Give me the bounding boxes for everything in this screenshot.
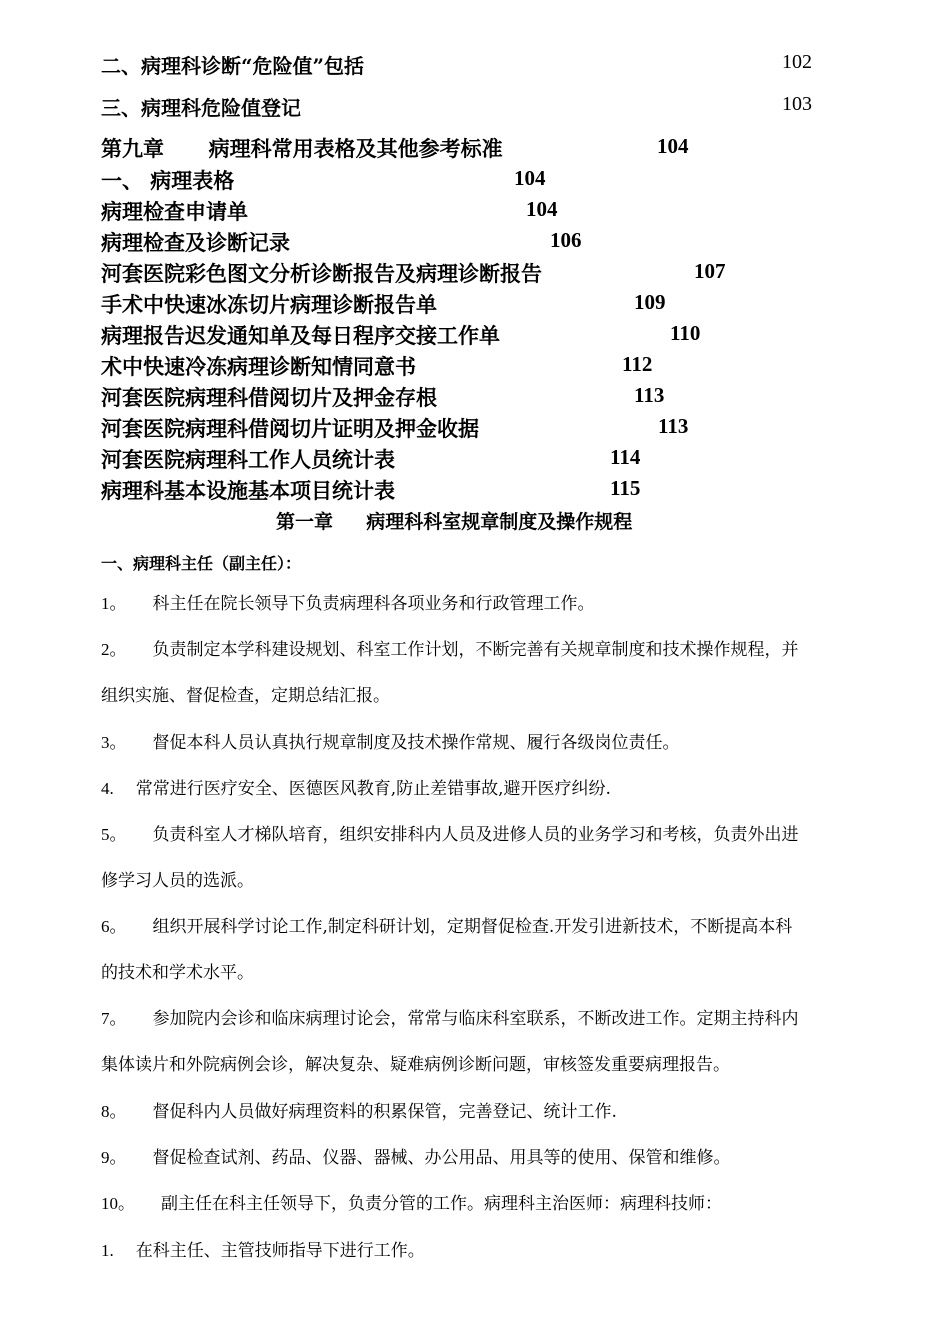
toc-entry-page: 112 <box>622 352 653 376</box>
item-number: 6。 <box>101 917 127 936</box>
item-number: 5。 <box>101 825 127 844</box>
toc-entry-page: 106 <box>550 228 582 252</box>
item-text: 督促本科人员认真执行规章制度及技术操作常规、履行各级岗位责任。 <box>152 733 680 753</box>
chapter-heading <box>101 133 503 163</box>
item-text: 参加院内会诊和临床病理讨论会，常常与临床科室联系，不断改进工作。定期主持科内 <box>152 1009 799 1029</box>
list-item <box>101 1004 799 1029</box>
list-item <box>101 728 680 753</box>
list-item <box>101 1236 425 1261</box>
item-number: 7。 <box>101 1009 127 1028</box>
item-text-continued: 修学习人员的选派。 <box>101 871 254 891</box>
toc-entry-title: 一、 病理表格 <box>101 168 235 193</box>
chapter-heading <box>276 507 632 534</box>
item-number: 10。 <box>101 1194 135 1213</box>
item-text-continued: 的技术和学术水平。 <box>101 963 254 983</box>
toc-entry-title: 二、病理科诊断“危险值”包括 <box>101 54 365 78</box>
item-text: 科主任在院长领导下负责病理科各项业务和行政管理工作。 <box>152 594 595 614</box>
toc-entry-page: 113 <box>634 383 665 407</box>
toc-entry-title: 河套医院病理科借阅切片证明及押金收据 <box>101 416 479 441</box>
toc-entry-title: 病理检查申请单 <box>101 199 248 224</box>
item-number: 2。 <box>101 640 127 659</box>
item-number: 3。 <box>101 733 127 752</box>
toc-entry-page: 104 <box>526 197 558 221</box>
item-text: 督促检查试剂、药品、仪器、器械、办公用品、用具等的使用、保管和维修。 <box>152 1148 731 1168</box>
list-item <box>101 774 611 799</box>
chapter-title: 病理科常用表格及其他参考标准 <box>208 136 503 161</box>
list-item <box>101 1143 731 1168</box>
item-text: 负责制定本学科建设规划、科室工作计划，不断完善有关规章制度和技术操作规程，并 <box>152 640 799 660</box>
list-item <box>101 635 799 660</box>
item-text-continued: 组织实施、督促检查，定期总结汇报。 <box>101 686 390 706</box>
toc-entry-page: 109 <box>634 290 666 314</box>
list-item <box>101 1097 617 1122</box>
chapter-label: 第九章 <box>101 136 164 161</box>
list-item <box>101 1189 722 1214</box>
toc-entry-title: 河套医院彩色图文分析诊断报告及病理诊断报告 <box>101 261 542 286</box>
toc-entry-title: 三、病理科危险值登记 <box>101 96 301 120</box>
item-text: 常常进行医疗安全、医德医风教育,防止差错事故,避开医疗纠纷. <box>135 779 611 799</box>
item-text: 督促科内人员做好病理资料的积累保管，完善登记、统计工作. <box>152 1102 617 1122</box>
toc-entry-page: 114 <box>610 445 641 469</box>
list-item <box>101 820 799 845</box>
toc-entry-title: 病理检查及诊断记录 <box>101 230 290 255</box>
item-text: 副主任在科主任领导下，负责分管的工作。病理科主治医师：病理科技师： <box>161 1194 722 1214</box>
chapter-title: 病理科科室规章制度及操作规程 <box>366 511 633 533</box>
list-item <box>101 589 595 614</box>
list-item <box>101 912 792 937</box>
toc-entry-title: 手术中快速冰冻切片病理诊断报告单 <box>101 292 437 317</box>
toc-entry <box>101 50 364 79</box>
toc-entry-title: 病理科基本设施基本项目统计表 <box>101 478 395 503</box>
toc-entry-page: 102 <box>782 51 812 73</box>
item-number: 1. <box>101 1241 114 1260</box>
section-heading: 一、病理科主任（副主任）： <box>101 554 302 573</box>
toc-entry-page: 107 <box>694 259 726 283</box>
toc-entry-title: 术中快速冷冻病理诊断知情同意书 <box>101 354 416 379</box>
item-number: 9。 <box>101 1148 127 1167</box>
toc-entry-page: 104 <box>514 166 546 190</box>
item-number: 4. <box>101 779 114 798</box>
toc-entry-page: 115 <box>610 476 641 500</box>
item-text: 组织开展科学讨论工作,制定科研计划，定期督促检查.开发引进新技术，不断提高本科 <box>152 917 793 937</box>
toc-entry-title: 河套医院病理科工作人员统计表 <box>101 447 395 472</box>
toc-entry <box>101 92 301 121</box>
item-number: 1。 <box>101 594 127 613</box>
toc-entry-page: 103 <box>782 93 812 115</box>
item-text-continued: 集体读片和外院病例会诊，解决复杂、疑难病例诊断问题，审核签发重要病理报告。 <box>101 1055 730 1075</box>
toc-entry-title: 河套医院病理科借阅切片及押金存根 <box>101 385 437 410</box>
toc-entry-title: 病理报告迟发通知单及每日程序交接工作单 <box>101 323 500 348</box>
item-number: 8。 <box>101 1102 127 1121</box>
item-text: 在科主任、主管技师指导下进行工作。 <box>135 1241 425 1261</box>
chapter-page: 104 <box>657 134 689 158</box>
chapter-label: 第一章 <box>276 511 334 533</box>
toc-entry-page: 113 <box>658 414 689 438</box>
toc-entry-page: 110 <box>670 321 701 345</box>
item-text: 负责科室人才梯队培育，组织安排科内人员及进修人员的业务学习和考核，负责外出进 <box>152 825 799 845</box>
